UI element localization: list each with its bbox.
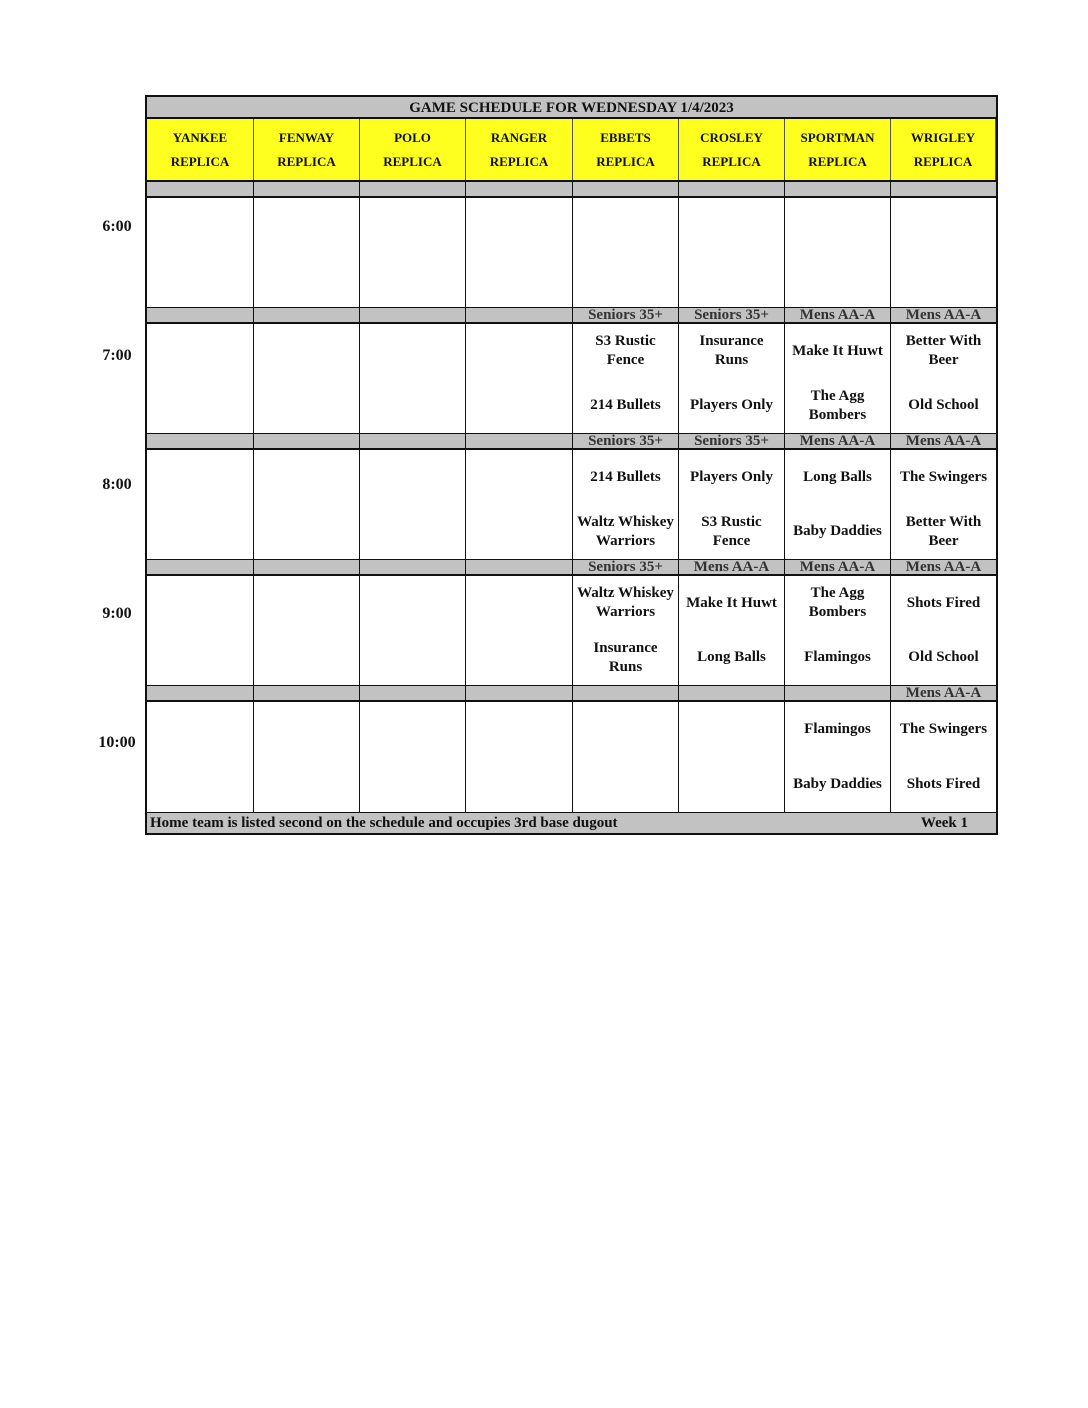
division-label: Seniors 35+ — [573, 434, 679, 448]
home-team: The Agg Bombers — [808, 387, 867, 423]
division-band — [147, 308, 996, 324]
away-team: Shots Fired — [906, 594, 981, 611]
home-team: Players Only — [690, 397, 773, 414]
field-name: POLO — [394, 129, 431, 145]
game-cell — [147, 702, 254, 812]
division-label — [254, 686, 360, 700]
division-label — [360, 308, 466, 322]
division-label — [466, 686, 573, 700]
field-header — [679, 119, 785, 180]
game-cell — [573, 324, 679, 433]
time-slot-row — [147, 702, 996, 812]
away-team: S3 Rustic Fence — [595, 333, 656, 369]
division-label — [147, 182, 254, 196]
division-label — [466, 560, 573, 574]
division-label — [254, 434, 360, 448]
division-band — [147, 434, 996, 450]
division-label — [785, 182, 891, 196]
home-team: Old School — [908, 649, 979, 666]
field-subtitle: REPLICA — [596, 153, 655, 169]
field-name: YANKEE — [172, 129, 228, 145]
game-cell — [147, 324, 254, 433]
time-slot-row — [147, 576, 996, 686]
game-cell — [679, 198, 785, 307]
division-label: Mens AA-A — [785, 434, 891, 448]
division-band — [147, 182, 996, 198]
away-team: Insurance Runs — [699, 333, 764, 369]
home-team: Baby Daddies — [793, 523, 882, 540]
schedule-footer — [147, 812, 996, 833]
time-label: 8:00 — [102, 476, 132, 493]
game-cell — [360, 576, 466, 685]
game-cell — [573, 198, 679, 307]
division-label — [147, 560, 254, 574]
away-team: The Agg Bombers — [808, 585, 867, 621]
division-label — [679, 686, 785, 700]
division-label — [147, 308, 254, 322]
field-name: RANGER — [490, 129, 548, 145]
game-cell — [573, 450, 679, 559]
field-subtitle: REPLICA — [808, 153, 867, 169]
home-team: Insurance Runs — [593, 639, 658, 675]
division-label — [466, 434, 573, 448]
game-cell — [891, 198, 996, 307]
field-header — [573, 119, 679, 180]
division-label — [254, 560, 360, 574]
division-label: Mens AA-A — [905, 433, 982, 449]
game-cell — [573, 576, 679, 685]
game-cell — [360, 324, 466, 433]
division-band — [147, 686, 996, 702]
game-cell — [466, 324, 573, 433]
away-team: 214 Bullets — [590, 468, 661, 485]
field-header-row — [147, 119, 996, 182]
game-cell — [466, 702, 573, 812]
home-team: Baby Daddies — [793, 776, 882, 792]
away-team: Better With Beer — [905, 333, 982, 369]
field-header — [360, 119, 466, 180]
time-label: 6:00 — [102, 218, 132, 235]
game-cell — [254, 324, 360, 433]
division-label: Seniors 35+ — [573, 308, 679, 322]
game-cell — [360, 702, 466, 812]
field-name: WRIGLEY — [910, 129, 976, 145]
field-header — [785, 119, 891, 180]
game-cell — [573, 702, 679, 812]
division-label: Seniors 35+ — [679, 434, 785, 448]
field-subtitle: REPLICA — [489, 153, 549, 169]
field-subtitle: REPLICA — [702, 153, 761, 169]
schedule-title: GAME SCHEDULE FOR WEDNESDAY 1/4/2023 — [147, 97, 996, 119]
away-team: The Swingers — [899, 468, 988, 485]
division-label: Mens AA-A — [785, 308, 891, 322]
field-header — [147, 119, 254, 180]
field-header — [891, 119, 996, 180]
game-cell — [891, 324, 996, 433]
game-cell — [785, 198, 891, 307]
time-label: 10:00 — [98, 734, 136, 751]
game-cell — [466, 198, 573, 307]
division-label: Mens AA-A — [905, 559, 982, 575]
home-team: Shots Fired — [906, 776, 981, 792]
game-cell — [254, 198, 360, 307]
division-label — [360, 686, 466, 700]
field-subtitle: REPLICA — [277, 153, 336, 169]
division-label: Mens AA-A — [785, 560, 891, 574]
schedule-table — [145, 95, 998, 835]
home-team: S3 Rustic Fence — [701, 513, 762, 549]
field-name: CROSLEY — [700, 129, 763, 145]
game-cell — [147, 450, 254, 559]
time-slot-row — [147, 450, 996, 560]
game-cell — [785, 576, 891, 685]
field-name: SPORTMAN — [800, 129, 875, 145]
game-cell — [254, 450, 360, 559]
game-cell — [785, 450, 891, 559]
away-team: Long Balls — [803, 468, 872, 485]
time-slot-row — [147, 198, 996, 308]
home-team: Waltz Whiskey Warriors — [577, 513, 674, 549]
game-cell — [785, 324, 891, 433]
away-team: Waltz Whiskey Warriors — [577, 585, 674, 621]
game-cell — [360, 198, 466, 307]
division-label — [360, 434, 466, 448]
division-label: Seniors 35+ — [573, 560, 679, 574]
division-label: Mens AA-A — [905, 685, 982, 701]
game-cell — [466, 576, 573, 685]
game-cell — [891, 576, 996, 685]
game-cell — [147, 198, 254, 307]
field-header — [466, 119, 573, 180]
home-team-note: Home team is listed second on the schedule and occupies 3rd base dugout — [150, 815, 618, 831]
division-label — [573, 686, 679, 700]
away-team: The Swingers — [899, 721, 988, 737]
game-cell — [360, 450, 466, 559]
week-label: Week 1 — [920, 815, 968, 831]
game-cell — [679, 702, 785, 812]
division-label: Mens AA-A — [679, 560, 785, 574]
away-team: Players Only — [690, 468, 773, 485]
field-name: EBBETS — [600, 129, 651, 145]
division-label — [254, 308, 360, 322]
division-label — [360, 182, 466, 196]
division-label — [466, 182, 573, 196]
division-label — [360, 560, 466, 574]
game-cell — [466, 450, 573, 559]
game-cell — [891, 450, 996, 559]
division-label — [679, 182, 785, 196]
game-cell — [679, 324, 785, 433]
home-team: 214 Bullets — [590, 397, 661, 414]
game-cell — [679, 576, 785, 685]
home-team: Old School — [908, 397, 979, 414]
home-team: Flamingos — [804, 649, 871, 666]
home-team: Long Balls — [697, 649, 766, 666]
division-label: Seniors 35+ — [679, 308, 785, 322]
division-label — [147, 434, 254, 448]
field-subtitle: REPLICA — [913, 153, 973, 169]
away-team: Make It Huwt — [686, 594, 777, 611]
game-cell — [891, 702, 996, 812]
field-header — [254, 119, 360, 180]
home-team: Better With Beer — [905, 513, 982, 549]
division-label: Mens AA-A — [905, 307, 982, 323]
game-cell — [679, 450, 785, 559]
away-team: Make It Huwt — [792, 342, 883, 359]
game-cell — [254, 702, 360, 812]
time-label: 7:00 — [102, 347, 132, 364]
time-label: 9:00 — [102, 605, 132, 622]
division-label — [891, 182, 996, 196]
division-label — [573, 182, 679, 196]
time-slot-row — [147, 324, 996, 434]
game-cell — [785, 702, 891, 812]
division-label — [254, 182, 360, 196]
time-slots — [147, 182, 996, 812]
division-band — [147, 560, 996, 576]
field-subtitle: REPLICA — [170, 153, 230, 169]
field-subtitle: REPLICA — [383, 153, 442, 169]
field-name: FENWAY — [278, 129, 335, 145]
game-cell — [254, 576, 360, 685]
division-label — [785, 686, 891, 700]
away-team: Flamingos — [804, 721, 871, 737]
game-cell — [147, 576, 254, 685]
division-label — [466, 308, 573, 322]
division-label — [147, 686, 254, 700]
